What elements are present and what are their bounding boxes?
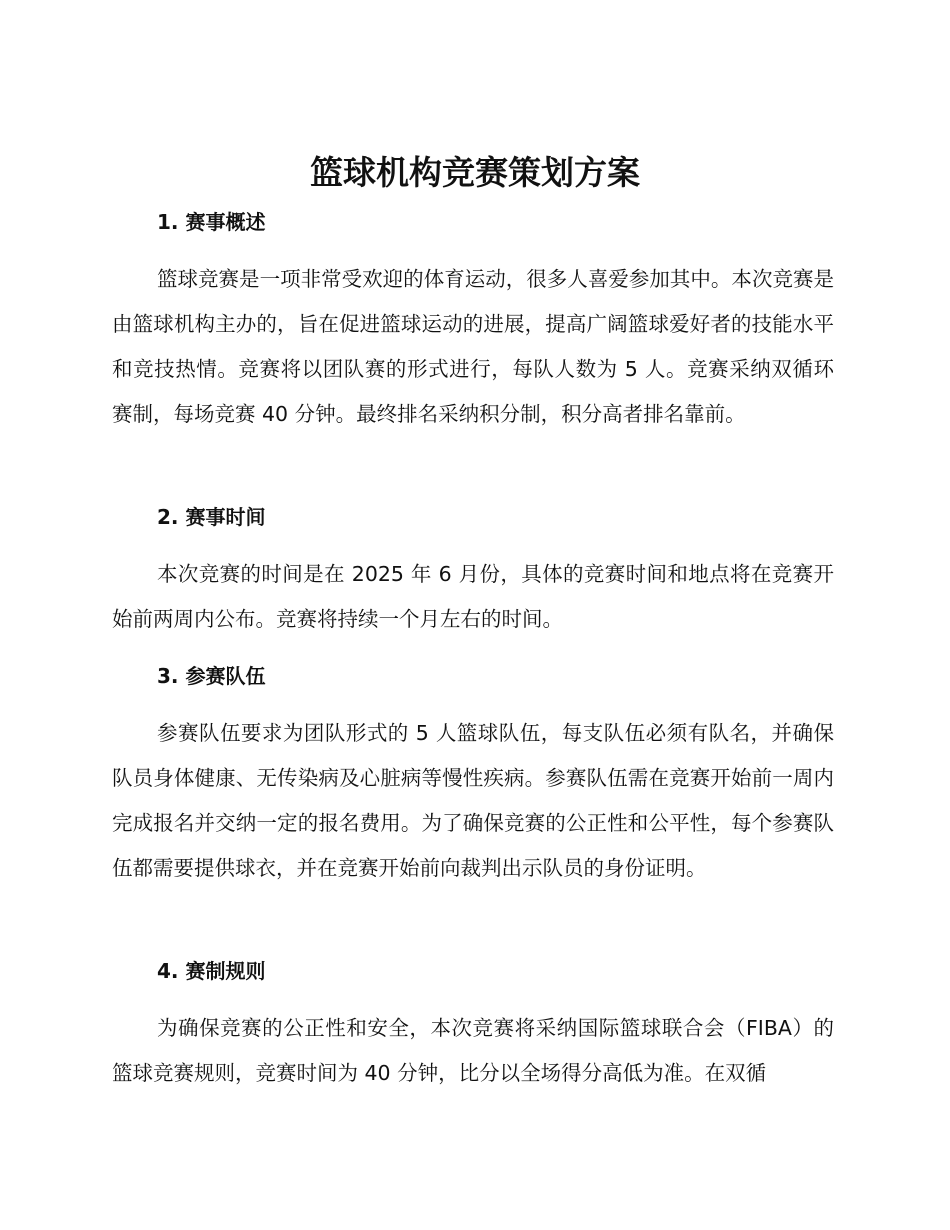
section-heading-teams: 3. 参赛队伍	[157, 664, 266, 688]
section-heading-schedule: 2. 赛事时间	[157, 505, 266, 529]
section-heading-rules: 4. 赛制规则	[157, 959, 266, 983]
section-body-schedule: 本次竞赛的时间是在 2025 年 6 月份，具体的竞赛时间和地点将在竞赛开始前两周内公布。竞赛将持续一个月左右的时间。	[112, 562, 834, 631]
section-heading-overview: 1. 赛事概述	[157, 210, 266, 234]
section-body-teams: 参赛队伍要求为团队形式的 5 人篮球队伍，每支队伍必须有队名，并确保队员身体健康、无传染病及心脏病等慢性疾病。参赛队伍需在竞赛开始前一周内完成报名并交纳一定的报名费用。为了确保竞赛的公正性和公平性，每个参赛队伍都需要提供球衣，并在竞赛开始前向裁判出示队员的身份证明。	[112, 721, 834, 880]
document-title: 篮球机构竞赛策划方案	[310, 153, 640, 192]
section-body-rules: 为确保竞赛的公正性和安全，本次竞赛将采纳国际篮球联合会（FIBA）的篮球竞赛规则，竞赛时间为 40 分钟，比分以全场得分高低为准。在双循	[112, 1016, 834, 1085]
section-body-overview: 篮球竞赛是一项非常受欢迎的体育运动，很多人喜爱参加其中。本次竞赛是由篮球机构主办的，旨在促进篮球运动的进展，提高广阔篮球爱好者的技能水平和竞技热情。竞赛将以团队赛的形式进行，每队人数为 5 人。竞赛采纳双循环赛制，每场竞赛 40 分钟。最终排名采纳积分制，积分高者排名靠前。	[112, 267, 834, 426]
